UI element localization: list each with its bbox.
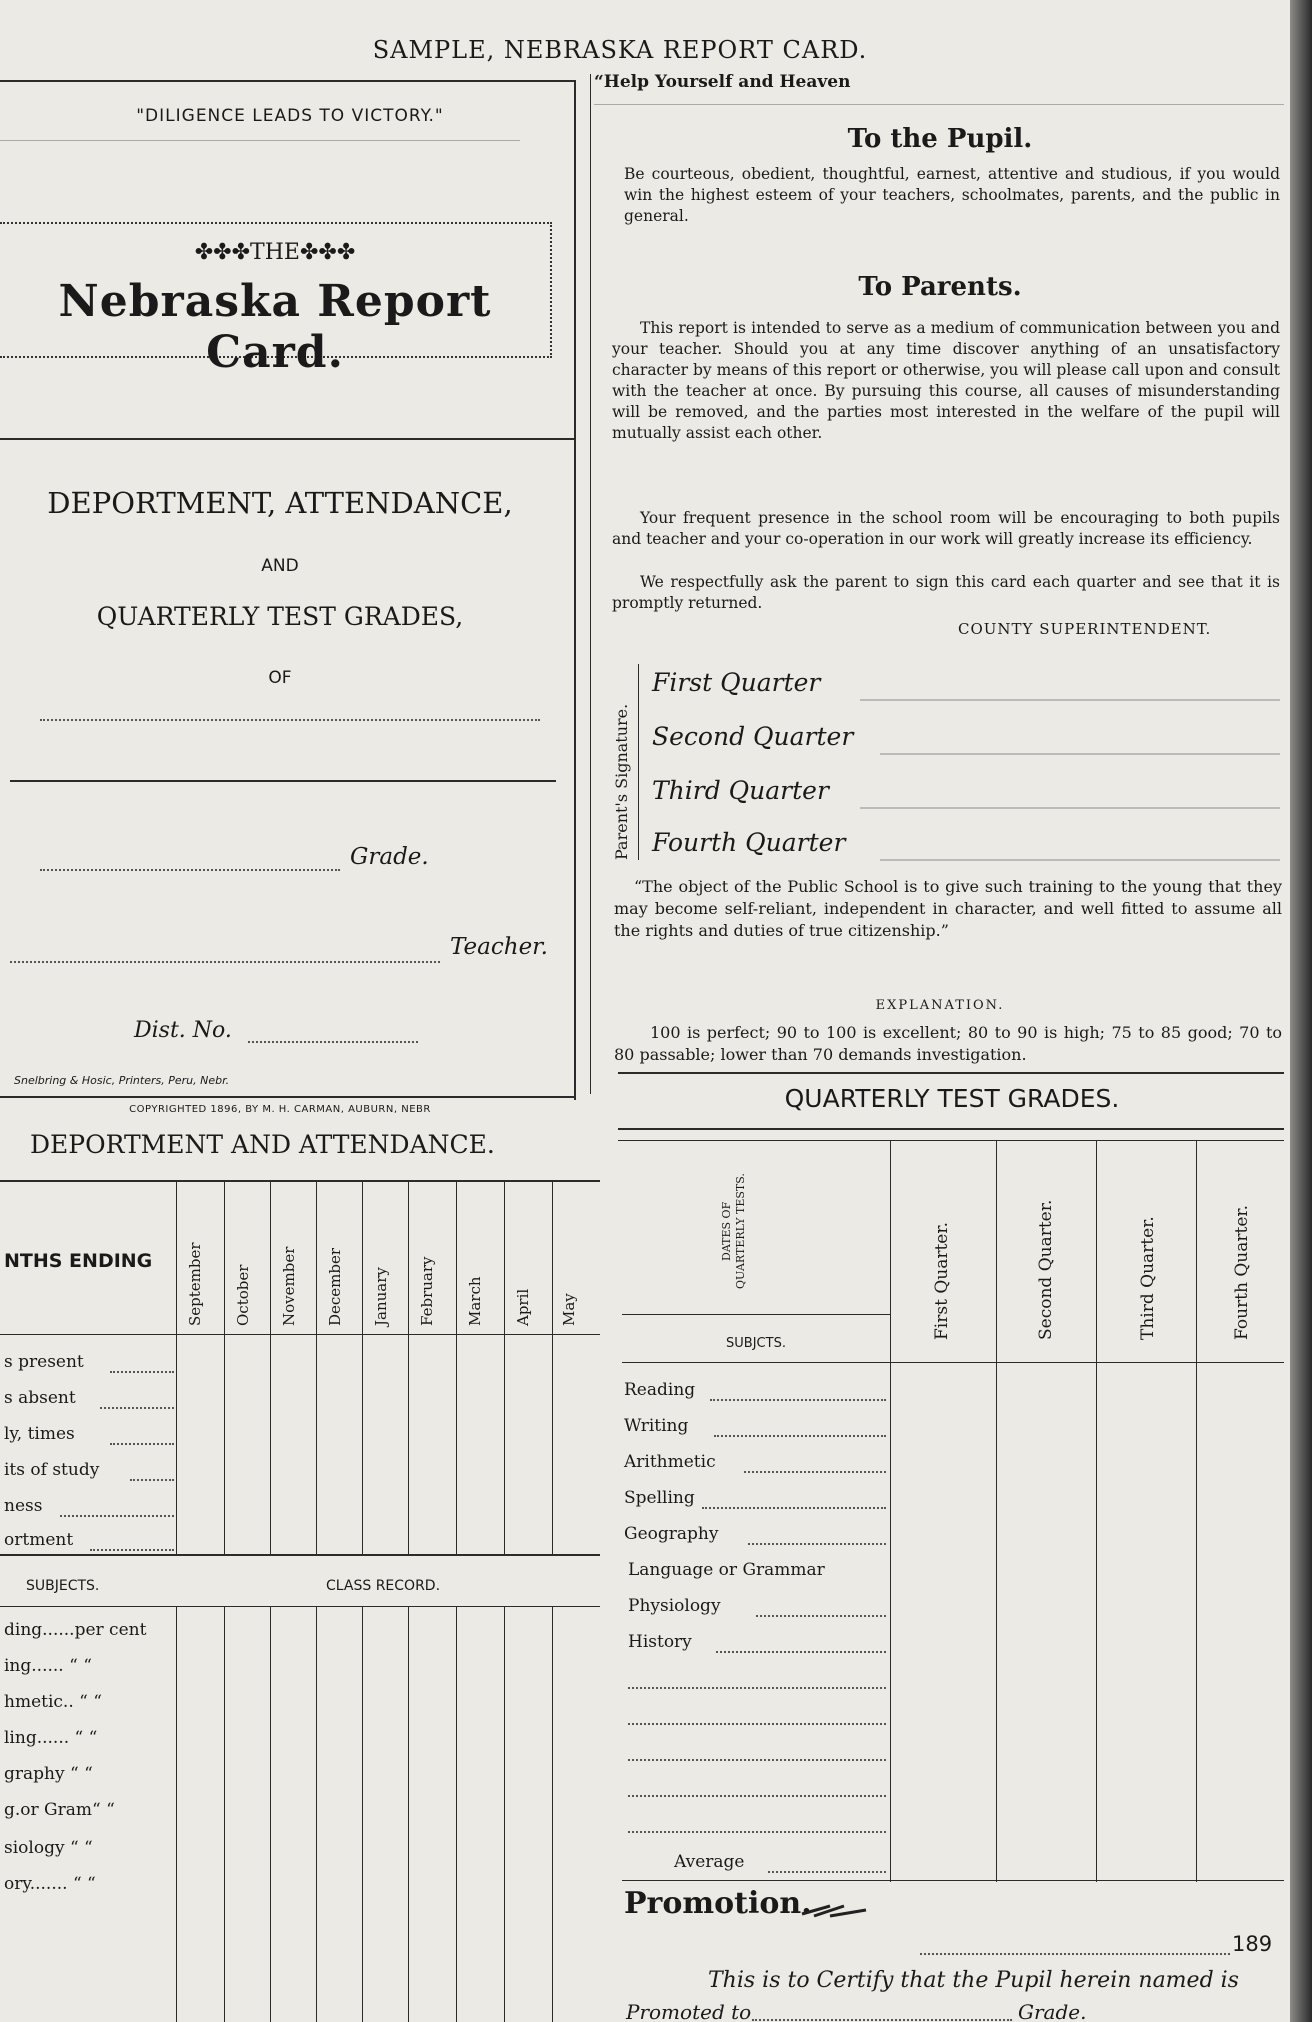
promotion-year: 189	[1232, 1932, 1273, 1956]
month-february: February	[418, 1256, 436, 1326]
sig-first-quarter[interactable]: First Quarter	[652, 668, 821, 697]
leader-line	[628, 1686, 886, 1689]
panel-bottom-rule	[0, 1096, 576, 1098]
col-line	[270, 1182, 271, 1554]
deportment-row: its of study	[4, 1460, 100, 1480]
dates-header: DATES OF QUARTERLY TESTS.	[720, 1173, 747, 1289]
leader-line	[60, 1514, 174, 1517]
sig-fourth-quarter[interactable]: Fourth Quarter	[652, 828, 846, 857]
col-line	[552, 1606, 553, 2022]
grades-first-quarter: First Quarter.	[932, 1221, 952, 1340]
printer-credit: Snelbring & Hosic, Printers, Peru, Nebr.	[14, 1074, 230, 1087]
col-line	[408, 1182, 409, 1554]
parents-title: To Parents.	[858, 272, 1022, 302]
deportment-row: s present	[4, 1352, 84, 1372]
grades-title: QUARTERLY TEST GRADES.	[784, 1084, 1120, 1113]
leader-line	[628, 1830, 886, 1833]
public-school-quote: “The object of the Public School is to give such training to the young that they may become self-reliant, independent in character, and well fitted to assume all the rights and duties of true citizenship.”	[614, 877, 1282, 940]
col-line	[270, 1606, 271, 2022]
subjects-top-rule	[0, 1554, 600, 1556]
heading-grades: QUARTERLY TEST GRADES,	[96, 602, 464, 631]
subject-row: g.or Gram“ “	[4, 1800, 115, 1820]
flourish-icon	[800, 1900, 870, 1920]
subject-row: graphy “ “	[4, 1764, 93, 1784]
col-line	[176, 1606, 177, 2022]
leader-line	[716, 1650, 886, 1653]
col-line	[456, 1182, 457, 1554]
explanation-text: 100 is perfect; 90 to 100 is excellent; 80 to 90 is high; 75 to 85 good; 70 to 80 passable; lower than 70 demands investigation.	[614, 1023, 1282, 1064]
heading-deportment: DEPORTMENT, ATTENDANCE,	[47, 486, 513, 520]
grades-average-label: Average	[674, 1852, 745, 1872]
left-panel-border	[574, 80, 576, 1100]
col-line	[224, 1182, 225, 1554]
col-line	[316, 1606, 317, 2022]
leader-line	[628, 1794, 886, 1797]
leader-line	[702, 1506, 886, 1509]
class-record-header: CLASS RECORD.	[326, 1578, 441, 1594]
page-edge-shadow	[1290, 0, 1312, 2022]
subjects-header-rule	[0, 1606, 600, 1607]
leader-line	[110, 1442, 174, 1445]
col-line	[224, 1606, 225, 2022]
subject-row: ory....... “ “	[4, 1874, 96, 1894]
leader-line	[768, 1870, 886, 1873]
dist-label: Dist. No.	[134, 1018, 232, 1043]
grades-subject-row: Writing	[624, 1416, 689, 1436]
motto: "DILIGENCE LEADS TO VICTORY."	[136, 106, 444, 126]
grade-line	[40, 868, 340, 871]
col-line	[504, 1606, 505, 2022]
county-superintendent: COUNTY SUPERINTENDENT.	[958, 620, 1212, 638]
copyright: COPYRIGHTED 1896, BY M. H. CARMAN, AUBURN, NEBR	[129, 1104, 431, 1115]
grades-header-rule	[622, 1362, 1284, 1363]
grade-label: Grade.	[350, 844, 429, 870]
leader-line	[744, 1470, 886, 1473]
grades-second-quarter: Second Quarter.	[1036, 1199, 1056, 1340]
promotion-certify: This is to Certify that the Pupil herein named is	[708, 1968, 1239, 1993]
right-top-rule	[594, 104, 1284, 105]
motto-rule	[0, 140, 520, 141]
grades-inner-rule	[618, 1140, 1284, 1141]
sig-line	[880, 752, 1280, 755]
col-line	[316, 1182, 317, 1554]
grades-subject-row: Physiology	[628, 1596, 721, 1616]
section-rule	[0, 438, 576, 440]
month-november: November	[280, 1246, 298, 1326]
col-line	[552, 1182, 553, 1554]
explanation-title: EXPLANATION.	[875, 998, 1005, 1013]
grades-col-line	[890, 1140, 891, 1882]
signature-rule	[638, 664, 639, 860]
promotion-grade-label: Grade.	[1018, 2000, 1087, 2022]
sig-line	[860, 806, 1280, 809]
parents-text-2: Your frequent presence in the school room will be encouraging to both pupils and teacher and your co-operation in our work will greatly increase its efficiency.	[612, 509, 1280, 548]
sig-second-quarter[interactable]: Second Quarter	[652, 722, 854, 751]
name-rule	[10, 780, 556, 782]
subject-row: ling...... “ “	[4, 1728, 98, 1748]
subject-row: ing...... “ “	[4, 1656, 92, 1676]
grades-col-line	[1096, 1140, 1097, 1882]
leader-line	[100, 1406, 174, 1409]
leader-line	[748, 1542, 886, 1545]
page-header-title: SAMPLE, NEBRASKA REPORT CARD.	[372, 36, 868, 64]
subject-row: ding......per cent	[4, 1620, 147, 1640]
subject-row: hmetic.. “ “	[4, 1692, 102, 1712]
dates-rule	[622, 1314, 890, 1315]
sig-third-quarter[interactable]: Third Quarter	[652, 776, 829, 805]
grades-col-line	[1196, 1140, 1197, 1882]
leader-line	[628, 1758, 886, 1761]
month-january: January	[372, 1267, 390, 1326]
pupil-title: To the Pupil.	[847, 124, 1033, 154]
grades-subject-row: Arithmetic	[624, 1452, 716, 1472]
dist-line	[248, 1040, 418, 1043]
top-motto: “Help Yourself and Heaven	[594, 72, 851, 92]
parents-text-1: This report is intended to serve as a medium of communication between you and your teacher. Should you at any time discover anything of an unsatisfactory character by means of this report or otherwise, you will please call upon and consult with the teacher at once. By pursuing this course, all causes of misunderstanding will be removed, and the parties most interested in the welfare of the pupil will mutually assist each other.	[612, 319, 1280, 442]
leader-line	[110, 1370, 174, 1373]
col-line	[456, 1606, 457, 2022]
deportment-row: s absent	[4, 1388, 76, 1408]
grades-subject-row: History	[628, 1632, 692, 1652]
month-october: October	[234, 1264, 252, 1326]
right-panel-border	[590, 74, 591, 1094]
grades-col-line	[996, 1140, 997, 1882]
heading-and: AND	[261, 556, 299, 576]
grades-top-rule	[618, 1128, 1284, 1130]
col-line	[504, 1182, 505, 1554]
card-the-label: ✤✤✤THE✤✤✤	[194, 240, 356, 265]
grades-bottom-rule	[622, 1880, 1284, 1881]
grades-subject-row: Reading	[624, 1380, 696, 1400]
deportment-title: DEPORTMENT AND ATTENDANCE.	[30, 1130, 495, 1159]
months-ending-label: NTHS ENDING	[4, 1250, 153, 1272]
month-march: March	[466, 1276, 484, 1326]
month-may: May	[560, 1293, 578, 1326]
name-line	[40, 718, 540, 721]
heading-of: OF	[268, 668, 292, 688]
month-april: April	[514, 1288, 532, 1326]
subject-row: siology “ “	[4, 1838, 93, 1858]
col-line	[362, 1606, 363, 2022]
col-line	[362, 1182, 363, 1554]
parents-text-3: We respectfully ask the parent to sign this card each quarter and see that it is promptly returned.	[612, 573, 1280, 612]
subjects-header: SUBJECTS.	[26, 1578, 100, 1594]
month-september: September	[186, 1242, 204, 1326]
grades-subject-row: Spelling	[624, 1488, 695, 1508]
pupil-text: Be courteous, obedient, thoughtful, earnest, attentive and studious, if you would win the highest esteem of your teachers, schoolmates, parents, and the public in general.	[624, 165, 1280, 225]
teacher-label: Teacher.	[450, 934, 548, 960]
explanation-rule	[618, 1072, 1284, 1074]
signature-label: Parent's Signature.	[612, 703, 631, 860]
grades-third-quarter: Third Quarter.	[1138, 1216, 1158, 1340]
month-december: December	[326, 1247, 344, 1326]
grades-subject-row: Geography	[624, 1524, 719, 1544]
col-line	[408, 1606, 409, 2022]
col-line	[176, 1182, 177, 1554]
deportment-row: ness	[4, 1496, 43, 1516]
sig-line	[860, 698, 1280, 701]
deportment-top-rule	[0, 1180, 600, 1182]
promotion-date-line	[920, 1952, 1230, 1955]
leader-line	[756, 1614, 886, 1617]
deportment-header-rule	[0, 1334, 600, 1335]
leader-line	[628, 1722, 886, 1725]
promotion-promoted-label: Promoted to	[626, 2000, 752, 2022]
promotion-title: Promotion.	[624, 1886, 812, 1921]
grades-fourth-quarter: Fourth Quarter.	[1232, 1204, 1252, 1340]
teacher-line	[10, 960, 440, 963]
leader-line	[90, 1548, 174, 1551]
leader-line	[714, 1434, 886, 1437]
deportment-row: ly, times	[4, 1424, 75, 1444]
grades-subjects-header: SUBJCTS.	[726, 1336, 786, 1351]
deportment-row: ortment	[4, 1530, 74, 1550]
grades-subject-row: Language or Grammar	[628, 1560, 825, 1580]
card-title: Nebraska Report Card.	[58, 276, 492, 378]
leader-line	[710, 1398, 886, 1401]
leader-line	[130, 1478, 174, 1481]
sig-line	[880, 858, 1280, 861]
left-top-rule	[0, 80, 576, 82]
promotion-grade-line	[752, 2018, 1012, 2021]
